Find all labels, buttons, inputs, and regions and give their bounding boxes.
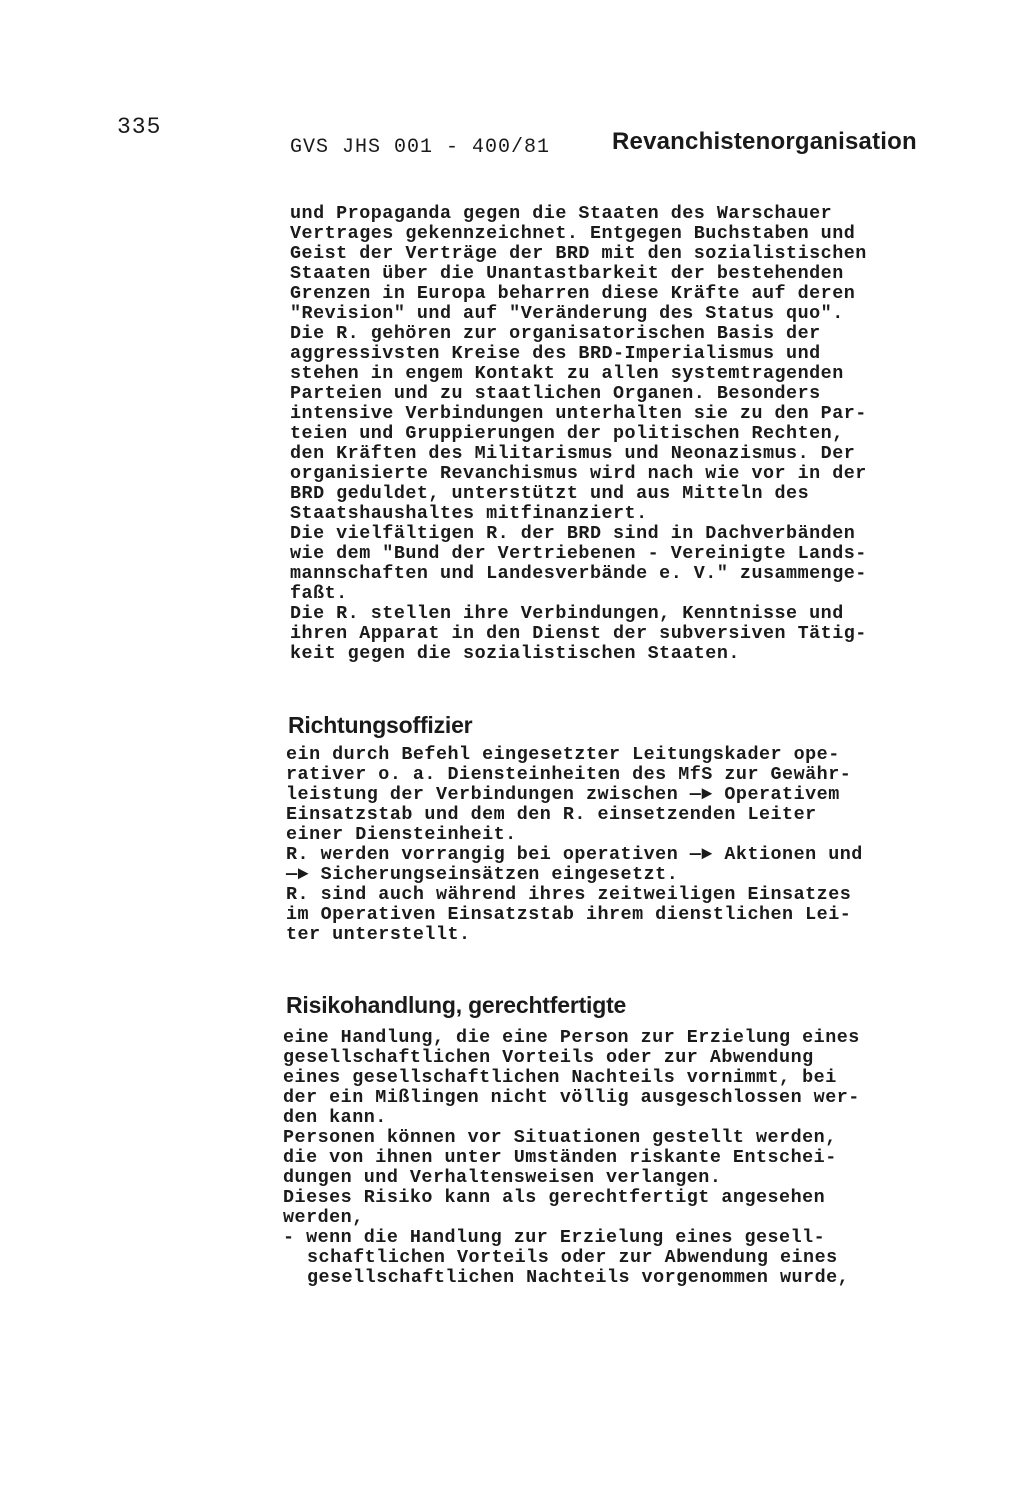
body-line: —► Sicherungseinsätzen eingesetzt. [286,864,679,885]
continued-entry-body [290,204,867,664]
body-line: "Revision" und auf "Veränderung des Status quo". [290,303,844,324]
body-line: ein durch Befehl eingesetzter Leitungskader ope- [286,744,840,765]
body-line: mannschaften und Landesverbände e. V." zusammenge- [290,563,867,584]
body-line: wie dem "Bund der Vertriebenen - Vereinigte Lands- [290,543,867,564]
body-line-indented: schaftlichen Vorteils oder zur Abwendung eines [307,1247,838,1268]
body-line: - wenn die Handlung zur Erzielung eines gesell- [283,1227,826,1248]
body-line: Geist der Verträge der BRD mit den sozialistischen [290,243,867,264]
body-line: rativer o. a. Diensteinheiten des MfS zur Gewähr- [286,764,852,785]
body-line: einer Diensteinheit. [286,824,517,845]
body-line: gesellschaftlichen Vorteils oder zur Abwendung [283,1047,814,1068]
body-line: die von ihnen unter Umständen riskante Entschei- [283,1147,837,1168]
body-line: den kann. [283,1107,387,1128]
body-line: keit gegen die sozialistischen Staaten. [290,643,740,664]
entry-heading-risikohandlung: Risikohandlung, gerechtfertigte [286,992,627,1018]
body-line: R. werden vorrangig bei operativen —► Aktionen und [286,844,863,865]
document-reference: GVS JHS 001 - 400/81 [290,136,551,159]
body-line: ter unterstellt. [286,924,471,945]
body-line: und Propaganda gegen die Staaten des Warschauer [290,203,833,224]
body-line: teien und Gruppierungen der politischen Rechten, [290,423,844,444]
body-line: Grenzen in Europa beharren diese Kräfte auf deren [290,283,856,304]
body-line: leistung der Verbindungen zwischen —► Operativem [286,784,840,805]
body-line: Parteien und zu staatlichen Organen. Besonders [290,383,821,404]
body-line: intensive Verbindungen unterhalten sie zu den Par- [290,403,867,424]
body-line: im Operativen Einsatzstab ihrem dienstlichen Lei- [286,904,852,925]
body-line-indented: gesellschaftlichen Nachteils vorgenommen wurde, [307,1267,850,1288]
body-line: Staatshaushaltes mitfinanziert. [290,503,648,524]
body-line: Die vielfältigen R. der BRD sind in Dachverbänden [290,523,856,544]
body-line: R. sind auch während ihres zeitweiligen Einsatzes [286,884,852,905]
running-head: Revanchistenorganisation [612,128,917,155]
body-line: ihren Apparat in den Dienst der subversiven Tätig- [290,623,867,644]
body-line: stehen in engem Kontakt zu allen systemtragenden [290,363,844,384]
body-line: eines gesellschaftlichen Nachteils vornimmt, bei [283,1067,837,1088]
entry-heading-richtungsoffizier: Richtungsoffizier [288,712,473,738]
body-line: Personen können vor Situationen gestellt werden, [283,1127,837,1148]
body-line: den Kräften des Militarismus und Neonazismus. Der [290,443,856,464]
body-line: faßt. [290,583,348,604]
body-line: Die R. stellen ihre Verbindungen, Kenntnisse und [290,603,844,624]
entry-body-risikohandlung [283,1028,860,1288]
body-line: aggressivsten Kreise des BRD-Imperialismus und [290,343,821,364]
body-line: dungen und Verhaltensweisen verlangen. [283,1167,722,1188]
body-line: der ein Mißlingen nicht völlig ausgeschlossen wer- [283,1087,860,1108]
body-line: Die R. gehören zur organisatorischen Basis der [290,323,821,344]
body-line: werden, [283,1207,364,1228]
entry-body-richtungsoffizier [286,745,863,945]
body-line: organisierte Revanchismus wird nach wie vor in der [290,463,867,484]
body-line: Staaten über die Unantastbarkeit der bestehenden [290,263,844,284]
body-line: Einsatzstab und dem den R. einsetzenden Leiter [286,804,817,825]
body-line: Vertrages gekennzeichnet. Entgegen Buchstaben und [290,223,856,244]
body-line: eine Handlung, die eine Person zur Erzielung eines [283,1027,860,1048]
body-line: Dieses Risiko kann als gerechtfertigt angesehen [283,1187,826,1208]
page-number: 335 [117,114,162,140]
body-line: BRD geduldet, unterstützt und aus Mitteln des [290,483,810,504]
